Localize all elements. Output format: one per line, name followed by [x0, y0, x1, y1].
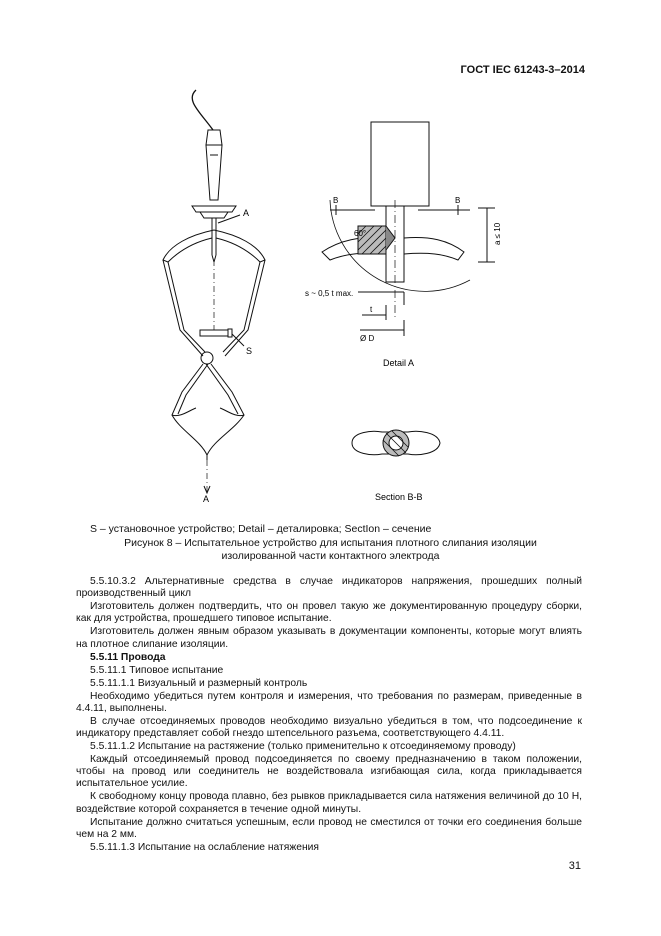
- caption-line-2: изолированной части контактного электрода: [221, 550, 440, 562]
- paragraph: 5.5.11.1.1 Визуальный и размерный контроль: [90, 677, 308, 689]
- label-a-top: A: [243, 208, 250, 218]
- paragraph: В случае отсоединяемых проводов необходимо визуально убедиться в том, что подсоединение к индикатору представляет собой гнездо штепсельного разъема, соответствующего 4.4.11.: [76, 715, 582, 740]
- paragraph: 5.5.11.1 Типовое испытание: [90, 664, 224, 676]
- figure-legend: S – установочное устройство; Detail – деталировка; SectIon – сечение: [90, 523, 432, 535]
- label-b-right: B: [455, 196, 461, 205]
- standard-header: ГОСТ IEC 61243-3–2014: [460, 64, 585, 76]
- paragraph: 5.5.11.1.2 Испытание на растяжение (только применительно к отсоединяемому проводу): [90, 741, 516, 753]
- page-number: 31: [568, 860, 581, 872]
- label-dim-t: t: [370, 305, 373, 314]
- body-text: [76, 576, 582, 855]
- paragraph: К свободному концу провода плавно, без рывков прикладывается сила натяжения величиной до 10 Н, воздействие которой сохраняется в течение одной минуты.: [76, 791, 582, 815]
- paragraph: 5.5.10.3.2 Альтернативные средства в случае индикаторов напряжения, прошедших полный производственный цикл: [76, 576, 582, 600]
- label-detail: Detail A: [383, 358, 415, 368]
- label-section: Section B-B: [375, 492, 423, 502]
- label-a-bottom: A: [203, 494, 210, 504]
- label-dim-d: Ø D: [360, 334, 375, 343]
- paragraph: Необходимо убедиться путем контроля и измерения, что требования по размерам, приведенные в 4.4.11, выполнены.: [76, 690, 582, 714]
- figure-caption: [0, 537, 661, 563]
- paragraph: Изготовитель должен явным образом указывать в документации компоненты, которые могут влиять на плотное слипание изоляции.: [76, 626, 582, 650]
- caption-line-1: Рисунок 8 – Испытательное устройство для испытания плотного слипания изоляции: [124, 537, 537, 549]
- label-dim-a: a ≤ 10: [493, 222, 502, 245]
- paragraph: Каждый отсоединяемый провод подсоединяется по своему предназначению в таком положении, чтобы на провод или соединитель не воздействовала изгибающая сила, когда прикладывается испытательное усилие.: [76, 754, 582, 790]
- section-heading: 5.5.11 Провода: [90, 651, 166, 663]
- paragraph: 5.5.11.1.3 Испытание на ослабление натяжения: [90, 841, 319, 853]
- paragraph: Испытание должно считаться успешным, если провод не сместился от точки его соединения больше чем на 2 мм.: [76, 816, 582, 840]
- label-b-left: B: [333, 196, 339, 205]
- label-angle: 60°: [354, 229, 367, 238]
- paragraph: Изготовитель должен подтвердить, что он провел такую же документированную процедуру сборки, как для устройства, прошедшего типовое испытание.: [76, 601, 582, 625]
- label-s: S: [246, 346, 253, 356]
- label-dim-s: s ~ 0,5 t max.: [305, 289, 354, 298]
